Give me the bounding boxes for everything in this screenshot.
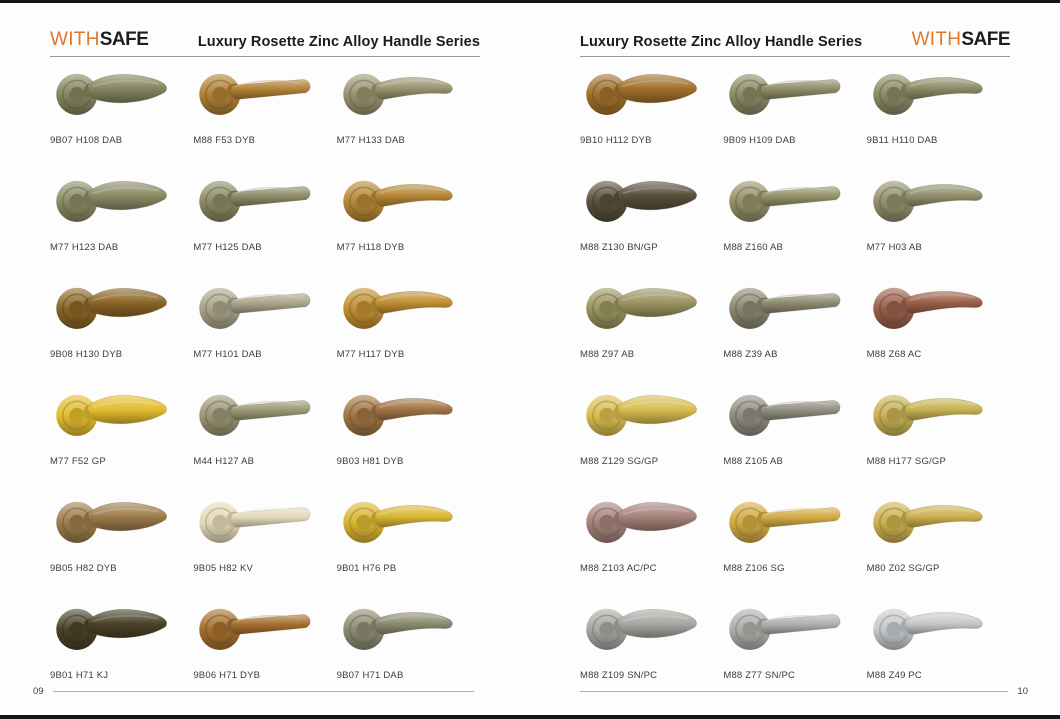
page-header	[580, 21, 1010, 57]
door-handle-image	[580, 277, 708, 343]
product-code: M77 H133 DAB	[336, 135, 406, 146]
product-code: M77 H125 DAB	[193, 242, 262, 253]
door-handle-image	[337, 384, 465, 450]
door-handle-image	[193, 277, 321, 343]
door-handle-image	[723, 277, 851, 343]
page-number: 10	[1017, 685, 1028, 697]
product-code: 9B10 H112 DYB	[580, 135, 652, 146]
product-code: 9B07 H71 DAB	[336, 670, 404, 681]
product-item	[337, 165, 480, 272]
product-item	[193, 58, 336, 165]
product-item	[337, 486, 480, 593]
product-code: 9B01 H71 KJ	[50, 670, 109, 681]
catalog-page-right	[530, 0, 1060, 719]
series-title: Luxury Rosette Zinc Alloy Handle Series	[197, 33, 480, 50]
door-handle-image	[50, 277, 178, 343]
door-handle-image	[580, 491, 708, 557]
product-item	[723, 593, 866, 700]
door-handle-image	[337, 277, 465, 343]
product-item	[337, 58, 480, 165]
door-handle-image	[867, 63, 995, 129]
door-handle-image	[193, 598, 321, 664]
bottom-border	[0, 715, 1060, 719]
door-handle-image	[337, 170, 465, 236]
door-handle-image	[867, 491, 995, 557]
product-code: 9B05 H82 KV	[193, 563, 254, 574]
door-handle-image	[867, 277, 995, 343]
product-item	[867, 486, 1010, 593]
door-handle-image	[337, 598, 465, 664]
product-code: M44 H127 AB	[193, 456, 255, 467]
page-header	[50, 21, 480, 57]
door-handle-image	[580, 598, 708, 664]
footer-rule	[580, 691, 1008, 692]
product-code: M88 Z130 BN/GP	[580, 242, 658, 253]
product-item	[193, 379, 336, 486]
product-code: M88 Z103 AC/PC	[580, 563, 657, 574]
product-code: M77 H03 AB	[866, 242, 922, 253]
product-item	[580, 379, 723, 486]
product-item	[723, 272, 866, 379]
product-code: 9B09 H109 DAB	[723, 135, 796, 146]
product-item	[580, 272, 723, 379]
door-handle-image	[337, 63, 465, 129]
withsafe-logo	[912, 30, 1010, 49]
logo-with-text: WITH	[911, 29, 962, 50]
product-code: M88 Z39 AB	[723, 349, 778, 360]
logo-safe-text: SAFE	[961, 29, 1010, 50]
door-handle-image	[580, 170, 708, 236]
product-code: M88 Z129 SG/GP	[580, 456, 659, 467]
product-code: M88 Z109 SN/PC	[580, 670, 658, 681]
product-item	[867, 379, 1010, 486]
product-code: M77 H118 DYB	[336, 242, 405, 253]
product-item	[337, 379, 480, 486]
door-handle-image	[193, 63, 321, 129]
product-code: M88 Z49 PC	[866, 670, 922, 681]
product-item	[580, 58, 723, 165]
product-item	[867, 272, 1010, 379]
logo-safe-text: SAFE	[99, 29, 149, 50]
withsafe-logo	[50, 30, 148, 49]
product-item	[50, 593, 193, 700]
product-grid	[50, 58, 480, 700]
product-item	[580, 593, 723, 700]
product-item	[193, 486, 336, 593]
product-code: 9B05 H82 DYB	[50, 563, 117, 574]
product-item	[193, 593, 336, 700]
product-code: 9B11 H110 DAB	[866, 135, 938, 146]
product-code: 9B08 H130 DYB	[50, 349, 123, 360]
door-handle-image	[50, 170, 178, 236]
door-handle-image	[723, 598, 851, 664]
product-code: M88 Z105 AB	[723, 456, 784, 467]
door-handle-image	[337, 491, 465, 557]
page-footer	[580, 687, 1028, 697]
product-code: 9B03 H81 DYB	[336, 456, 404, 467]
product-code: M88 Z77 SN/PC	[723, 670, 796, 681]
product-item	[867, 593, 1010, 700]
door-handle-image	[193, 170, 321, 236]
product-code: M80 Z02 SG/GP	[866, 563, 940, 574]
door-handle-image	[723, 491, 851, 557]
product-item	[50, 486, 193, 593]
product-item	[337, 593, 480, 700]
product-code: M77 H117 DYB	[336, 349, 405, 360]
product-code: M88 H177 SG/GP	[866, 456, 947, 467]
product-item	[193, 165, 336, 272]
logo-with-text: WITH	[50, 29, 100, 50]
footer-rule	[53, 691, 474, 692]
product-code: M88 Z97 AB	[580, 349, 635, 360]
product-grid	[580, 58, 1010, 700]
product-item	[50, 272, 193, 379]
product-item	[723, 486, 866, 593]
door-handle-image	[50, 491, 178, 557]
product-code: M88 F53 DYB	[193, 135, 256, 146]
product-code: 9B06 H71 DYB	[193, 670, 261, 681]
door-handle-image	[580, 63, 708, 129]
door-handle-image	[867, 598, 995, 664]
product-item	[723, 379, 866, 486]
door-handle-image	[50, 598, 178, 664]
product-item	[867, 165, 1010, 272]
door-handle-image	[867, 384, 995, 450]
product-code: M77 H123 DAB	[50, 242, 119, 253]
page-footer	[33, 687, 474, 697]
door-handle-image	[193, 384, 321, 450]
product-code: M88 Z160 AB	[723, 242, 784, 253]
product-code: 9B01 H76 PB	[336, 563, 397, 574]
series-title: Luxury Rosette Zinc Alloy Handle Series	[580, 33, 863, 50]
product-item	[337, 272, 480, 379]
product-item	[867, 58, 1010, 165]
door-handle-image	[50, 384, 178, 450]
product-item	[193, 272, 336, 379]
product-item	[50, 165, 193, 272]
door-handle-image	[580, 384, 708, 450]
product-code: M77 F52 GP	[50, 456, 106, 467]
product-item	[580, 486, 723, 593]
product-item	[580, 165, 723, 272]
door-handle-image	[867, 170, 995, 236]
door-handle-image	[723, 384, 851, 450]
door-handle-image	[723, 170, 851, 236]
product-item	[723, 165, 866, 272]
product-item	[50, 379, 193, 486]
product-code: 9B07 H108 DAB	[50, 135, 123, 146]
door-handle-image	[193, 491, 321, 557]
product-code: M88 Z68 AC	[866, 349, 922, 360]
product-item	[723, 58, 866, 165]
product-code: M77 H101 DAB	[193, 349, 262, 360]
product-item	[50, 58, 193, 165]
page-number: 09	[33, 685, 44, 697]
door-handle-image	[50, 63, 178, 129]
product-code: M88 Z106 SG	[723, 563, 785, 574]
door-handle-image	[723, 63, 851, 129]
